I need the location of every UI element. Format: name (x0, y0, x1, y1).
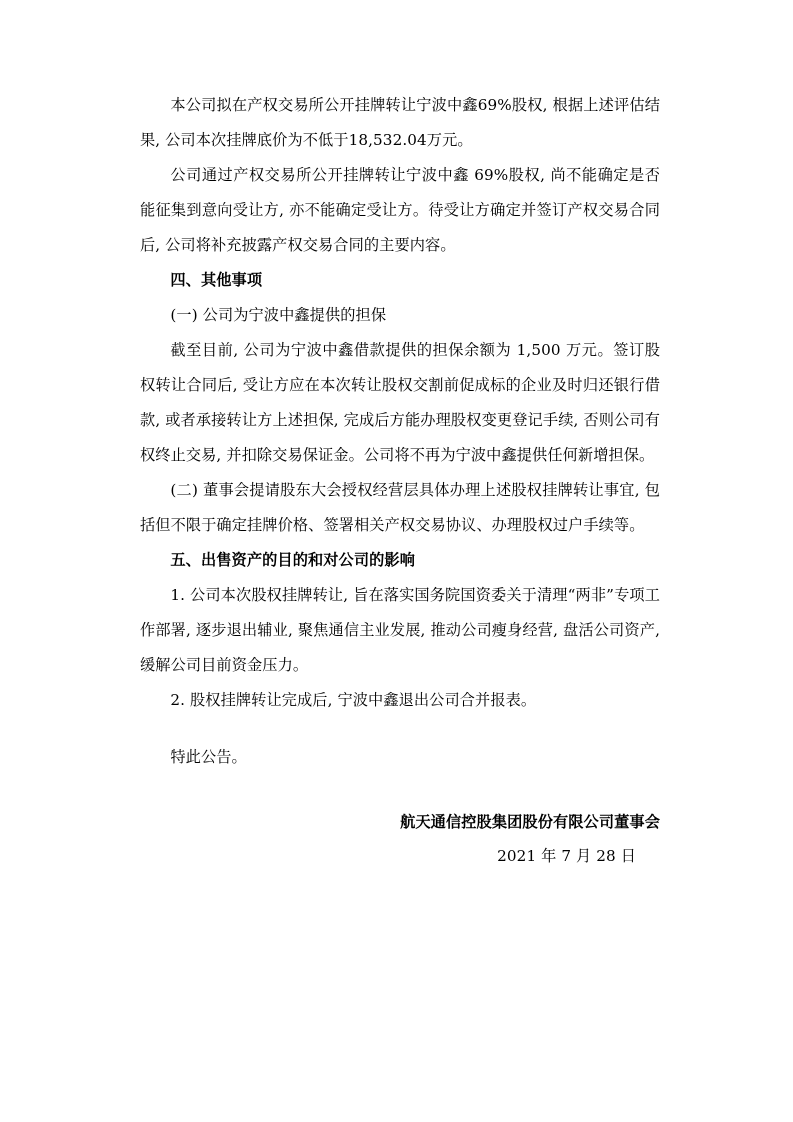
signature-company-name: 航天通信控股集团股份有限公司董事会 (400, 813, 660, 831)
paragraph-listing-price: 本公司拟在产权交易所公开挂牌转让宁波中鑫69%股权, 根据上述评估结果, 公司本次挂牌底价为不低于18,532.04万元。 (140, 96, 660, 149)
section-heading-five: 五、出售资产的目的和对公司的影响 (170, 551, 415, 569)
section-heading-four: 四、其他事项 (170, 271, 263, 289)
paragraph-purpose-point-two: 2. 股权挂牌转让完成后, 宁波中鑫退出公司合并报表。 (170, 691, 537, 709)
document-body (140, 88, 660, 873)
subsection-heading-one: (一) 公司为宁波中鑫提供的担保 (170, 306, 387, 324)
paragraph-guarantee-detail: 截至目前, 公司为宁波中鑫借款提供的担保余额为 1,500 万元。签订股权转让合同后, 受让方应在本次转让股权交割前促成标的企业及时归还银行借款, 或者承接转让方上述担保, 完成后方能办理股权变更登记手续, 否则公司有权终止交易, 并扣除交易保证金。公司将不再为宁波中鑫提供任何新增担保。 (140, 341, 660, 464)
signature-block (140, 805, 660, 873)
paragraph-spacer (140, 718, 660, 740)
signature-date: 2021 年 7 月 28 日 (497, 847, 636, 865)
paragraph-board-authorization: (二) 董事会提请股东大会授权经营层具体办理上述股权挂牌转让事宜, 包括但不限于确定挂牌价格、签署相关产权交易协议、办理股权过户手续等。 (140, 481, 660, 534)
paragraph-transfer-uncertainty: 公司通过产权交易所公开挂牌转让宁波中鑫 69%股权, 尚不能确定是否能征集到意向受让方, 亦不能确定受让方。待受让方确定并签订产权交易合同后, 公司将补充披露产权交易合同的主要内容。 (140, 166, 660, 254)
paragraph-closing-notice: 特此公告。 (170, 748, 247, 766)
paragraph-purpose-point-one: 1. 公司本次股权挂牌转让, 旨在落实国务院国资委关于清理“两非”专项工作部署, 逐步退出辅业, 聚焦通信主业发展, 推动公司瘦身经营, 盘活公司资产, 缓解公司目前资金压力。 (140, 586, 660, 674)
